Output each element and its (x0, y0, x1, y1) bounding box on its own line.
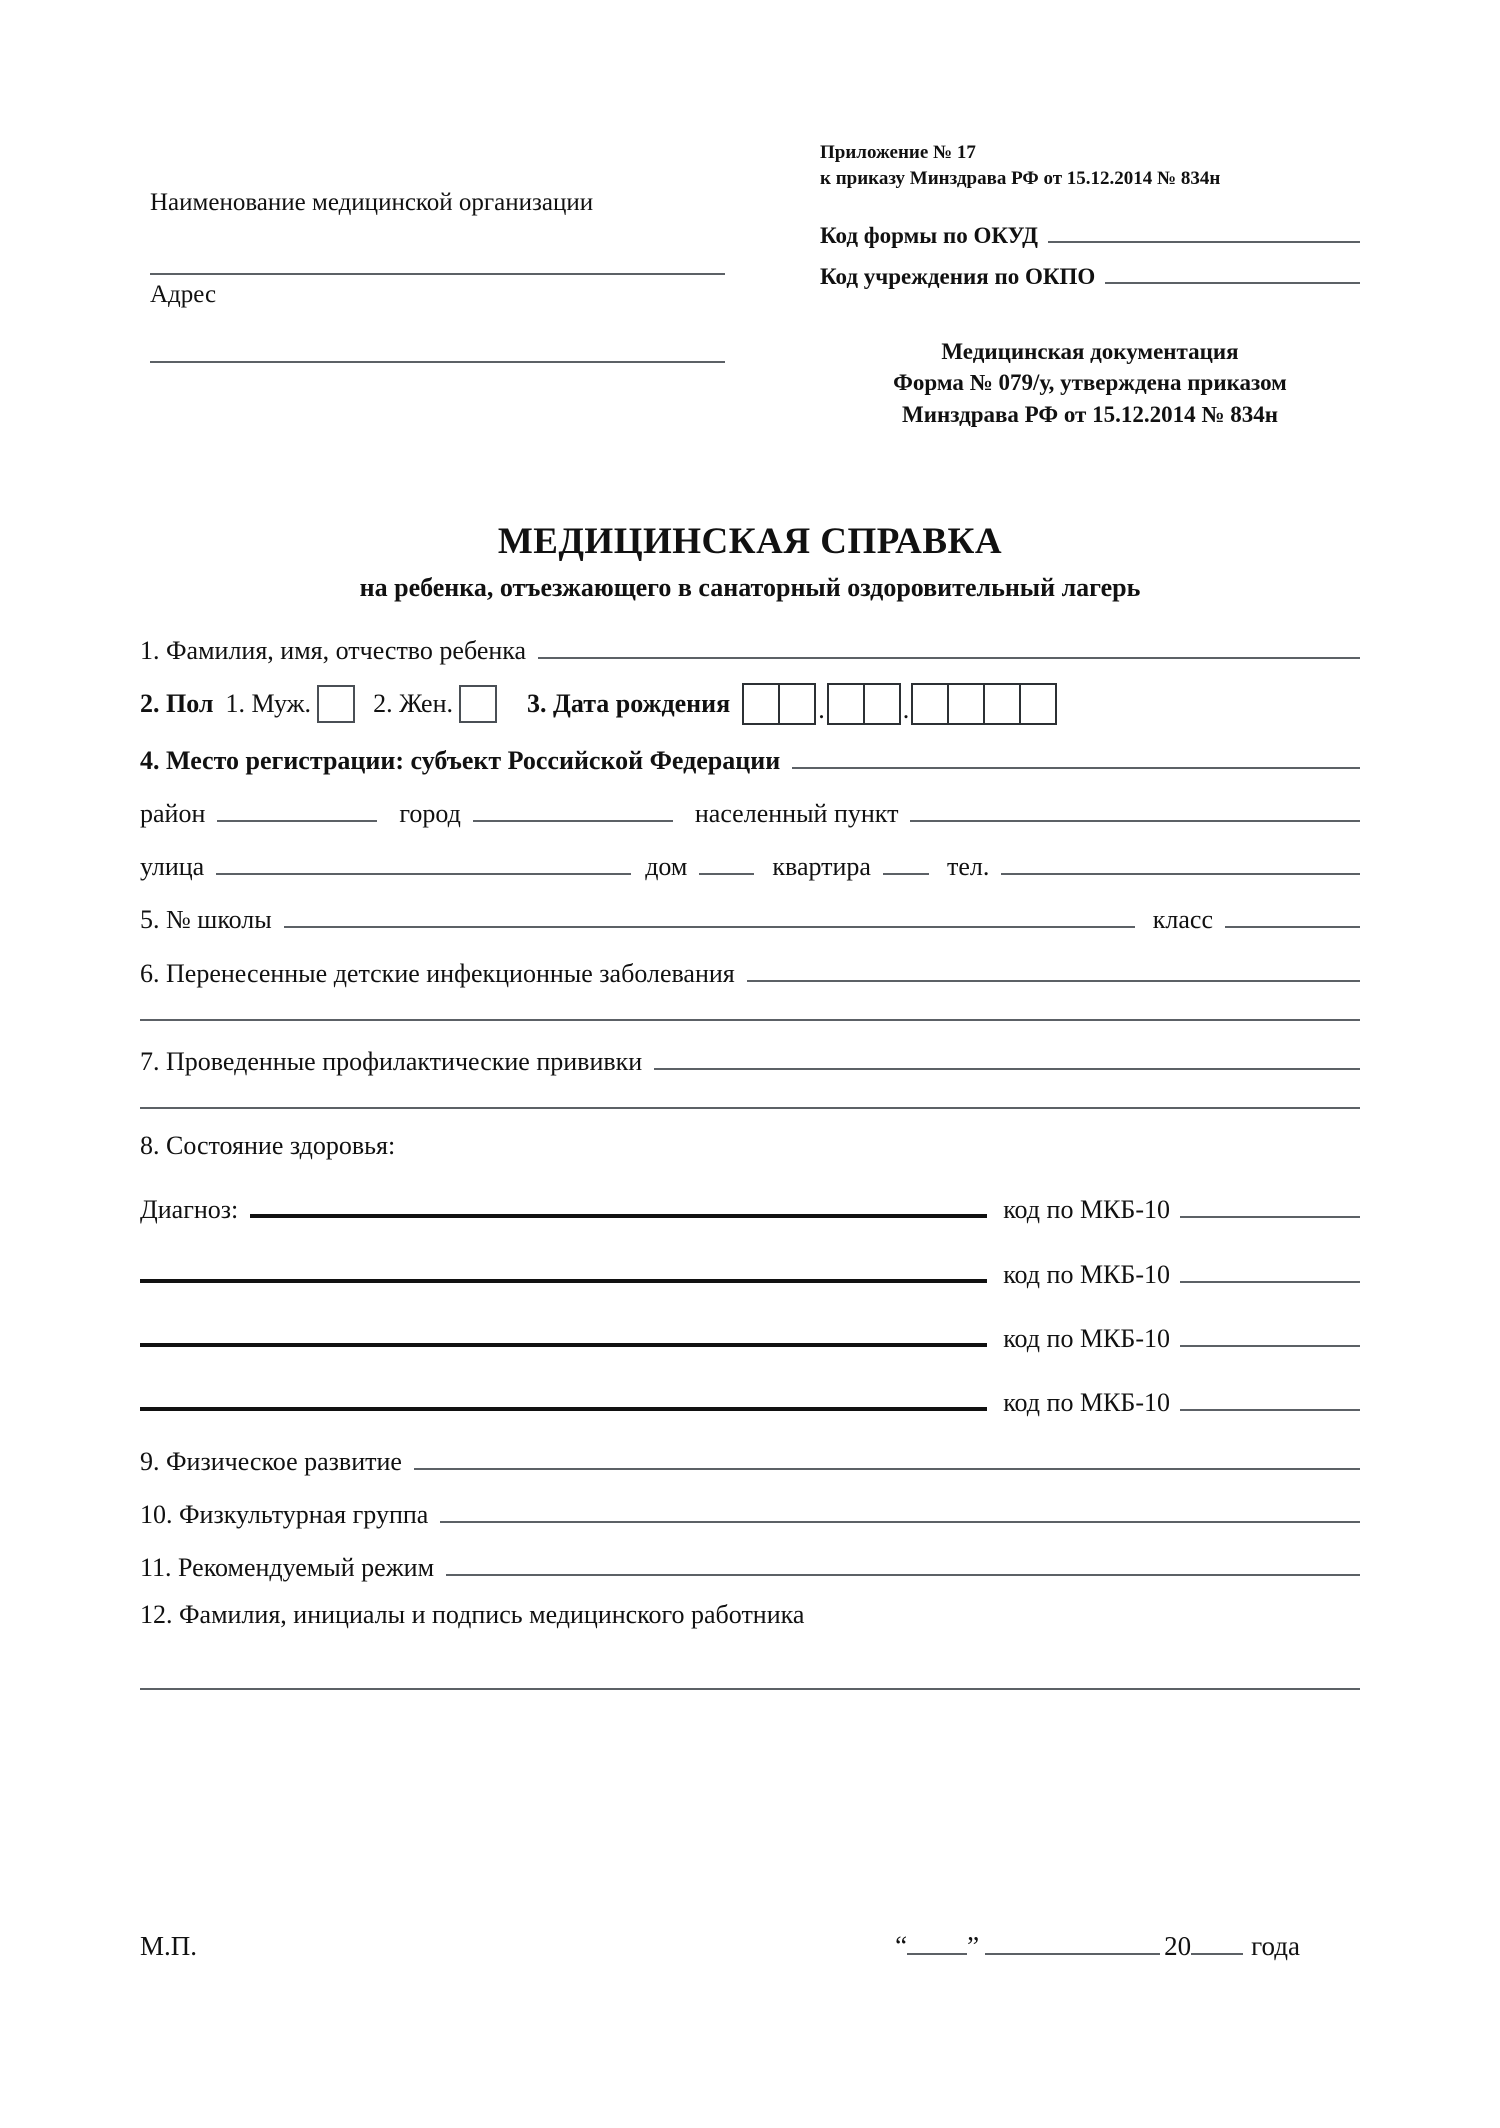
date-month-input-line[interactable] (985, 1925, 1160, 1955)
diagnosis-row (140, 1380, 1360, 1418)
dob-day-cells[interactable] (742, 683, 816, 725)
district-input-line[interactable] (217, 793, 377, 822)
quote-close: ” (967, 1931, 980, 1962)
doc-meta-line-3: Минздрава РФ от 15.12.2014 № 834н (902, 402, 1278, 428)
dob-month-cell[interactable] (827, 683, 865, 725)
city-input-line[interactable] (473, 793, 673, 822)
mkb10-code-input-line[interactable] (1180, 1253, 1360, 1282)
okpo-code-label: Код учреждения по ОКПО (820, 263, 1096, 289)
field-row-past-infections (140, 952, 1360, 988)
address-label: Адрес (150, 281, 217, 308)
house-label: дом (645, 852, 688, 882)
stamp-place-label: М.П. (140, 1931, 198, 1962)
street-label: улица (140, 852, 205, 882)
document-metadata (820, 336, 1360, 431)
diagnosis-row (140, 1187, 1360, 1225)
organization-name-fill-line[interactable] (150, 273, 725, 275)
diagnosis-label: Диагноз: (140, 1195, 239, 1225)
mkb10-code-label: код по МКБ-10 (1003, 1323, 1170, 1353)
vaccinations-input-line[interactable] (654, 1041, 1360, 1070)
dob-day-cell[interactable] (778, 683, 816, 725)
vaccinations-continuation-line[interactable] (140, 1107, 1360, 1109)
sex-male-checkbox[interactable] (317, 685, 355, 723)
physical-development-input-line[interactable] (414, 1440, 1360, 1469)
diagnosis-left (140, 1316, 987, 1347)
address-fill-line[interactable] (150, 361, 725, 363)
appendix-reference (820, 140, 1360, 191)
mkb10-code-input-line[interactable] (1180, 1318, 1360, 1347)
field-row-street-house-apartment-phone (140, 846, 1360, 882)
mkb10-code-input-line[interactable] (1180, 1189, 1360, 1218)
physical-education-group-label: 10. Физкультурная группа (140, 1499, 429, 1529)
form-header (0, 140, 1500, 431)
dob-year-cells[interactable] (911, 683, 1057, 725)
school-number-label: 5. № школы (140, 905, 272, 935)
medical-worker-label: 12. Фамилия, инициалы и подпись медицинского работника (140, 1600, 805, 1630)
diagnosis-row (140, 1316, 1360, 1354)
field-row-physical-development (140, 1440, 1360, 1476)
fullname-label: 1. Фамилия, имя, отчество ребенка (140, 636, 527, 666)
field-row-school (140, 899, 1360, 935)
field-row-district-city-settlement (140, 793, 1360, 829)
mkb10-code-label: код по МКБ-10 (1003, 1388, 1170, 1418)
field-row-physical-education-group (140, 1494, 1360, 1530)
header-right-column (820, 140, 1360, 431)
dob-year-cell[interactable] (911, 683, 949, 725)
diagnosis-left (140, 1251, 987, 1282)
past-infections-continuation-line[interactable] (140, 1019, 1360, 1021)
apartment-input-line[interactable] (883, 846, 929, 875)
past-infections-input-line[interactable] (747, 952, 1360, 981)
form-footer (140, 1925, 1360, 1962)
diagnosis-input-line[interactable] (140, 1251, 987, 1282)
field-row-health-status (140, 1131, 1360, 1161)
header-left-column (150, 140, 725, 363)
diagnosis-left (140, 1187, 987, 1225)
dob-cell-group (742, 683, 1057, 725)
phone-input-line[interactable] (1001, 846, 1360, 875)
school-number-input-line[interactable] (284, 899, 1135, 928)
district-label: район (140, 798, 206, 828)
page-subtitle: на ребенка, отъезжающего в санаторный оздоровительный лагерь (359, 573, 1141, 602)
okpo-code-input-line[interactable] (1105, 257, 1360, 283)
apartment-label: квартира (772, 852, 871, 882)
physical-education-group-input-line[interactable] (440, 1494, 1360, 1523)
page-title: МЕДИЦИНСКАЯ СПРАВКА (497, 521, 1003, 562)
recommended-regimen-label: 11. Рекомендуемый режим (140, 1553, 435, 1583)
physical-development-label: 9. Физическое развитие (140, 1446, 402, 1476)
mkb10-code-input-line[interactable] (1180, 1382, 1360, 1411)
sex-female-checkbox[interactable] (459, 685, 497, 723)
sex-female-label: 2. Жен. (373, 689, 453, 719)
fullname-input-line[interactable] (538, 630, 1360, 659)
field-row-sex-and-dob (140, 683, 1360, 725)
settlement-label: населенный пункт (694, 798, 899, 828)
field-row-recommended-regimen (140, 1547, 1360, 1583)
diagnosis-row (140, 1251, 1360, 1289)
health-status-label: 8. Состояние здоровья: (140, 1131, 396, 1161)
okud-code-input-line[interactable] (1048, 217, 1360, 243)
year-suffix-label: года (1251, 1931, 1300, 1962)
date-fill-group (895, 1925, 1300, 1962)
appendix-line-2: к приказу Минздрава РФ от 15.12.2014 № 834н (820, 167, 1221, 189)
doc-meta-line-2: Форма № 079/у, утверждена приказом (893, 370, 1287, 396)
vaccinations-label: 7. Проведенные профилактические прививки (140, 1047, 643, 1077)
doc-meta-line-1: Медицинская документация (941, 338, 1239, 364)
okpo-code-row (820, 257, 1360, 289)
document-title-block (0, 520, 1500, 603)
sex-label: 2. Пол (140, 689, 214, 719)
medical-worker-signature-line[interactable] (140, 1688, 1360, 1690)
dob-separator-dot: . (902, 695, 910, 725)
diagnosis-input-line[interactable] (140, 1316, 987, 1347)
sex-male-label: 1. Муж. (225, 689, 312, 719)
dob-separator-dot: . (818, 695, 825, 725)
dob-month-cell[interactable] (863, 683, 901, 725)
year-prefix-label: 20 (1164, 1931, 1192, 1962)
date-day-input-line[interactable] (907, 1925, 967, 1955)
field-row-vaccinations (140, 1041, 1360, 1077)
dob-month-cells[interactable] (827, 683, 901, 725)
dob-year-cell[interactable] (983, 683, 1021, 725)
dob-day-cell[interactable] (742, 683, 780, 725)
appendix-line-1: Приложение № 17 (820, 142, 976, 163)
diagnosis-input-line[interactable] (140, 1380, 987, 1411)
quote-open: “ (895, 1931, 908, 1962)
okud-code-row (820, 217, 1360, 249)
city-label: город (399, 798, 461, 828)
dob-label: 3. Дата рождения (527, 689, 731, 719)
registration-subject-label: 4. Место регистрации: субъект Российской Федерации (140, 745, 781, 775)
mkb10-code-label: код по МКБ-10 (1003, 1195, 1170, 1225)
field-row-fullname (140, 630, 1360, 666)
mkb10-code-label: код по МКБ-10 (1003, 1259, 1170, 1289)
dob-year-cell[interactable] (947, 683, 985, 725)
street-input-line[interactable] (216, 846, 631, 875)
school-class-label: класс (1152, 905, 1213, 935)
recommended-regimen-input-line[interactable] (446, 1547, 1360, 1576)
settlement-input-line[interactable] (910, 793, 1360, 822)
date-year-input-line[interactable] (1191, 1925, 1243, 1955)
phone-label: тел. (946, 852, 990, 882)
registration-subject-input-line[interactable] (792, 739, 1360, 768)
house-input-line[interactable] (699, 846, 754, 875)
dob-year-cell[interactable] (1019, 683, 1057, 725)
diagnosis-input-line[interactable] (250, 1187, 987, 1218)
organization-name-label: Наименование медицинской организации (150, 189, 594, 216)
okud-code-label: Код формы по ОКУД (820, 223, 1038, 249)
form-body (140, 630, 1360, 1710)
diagnosis-left (140, 1380, 987, 1411)
field-row-registration-subject (140, 739, 1360, 775)
school-class-input-line[interactable] (1225, 899, 1360, 928)
field-row-medical-worker (140, 1600, 1360, 1630)
past-infections-label: 6. Перенесенные детские инфекционные заболевания (140, 958, 735, 988)
